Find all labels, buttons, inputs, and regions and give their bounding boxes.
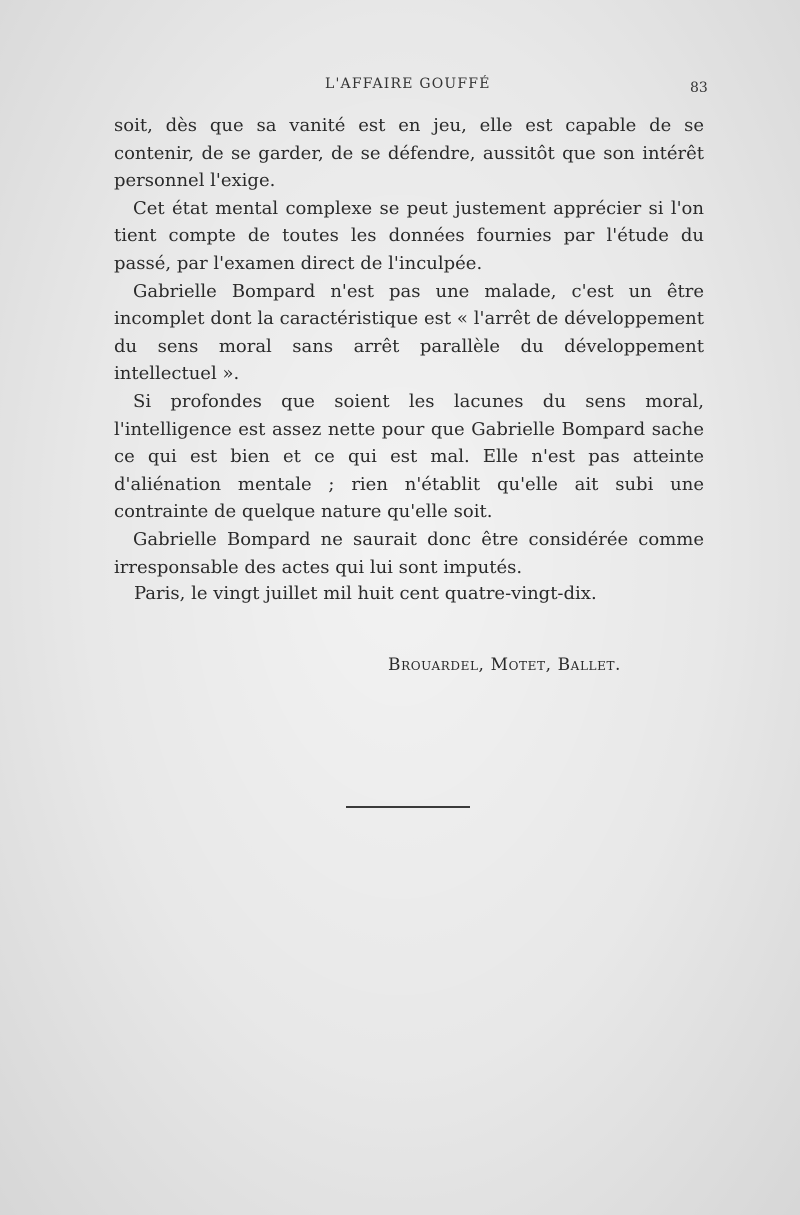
signature-line: Brouardel, Motet, Ballet. [388, 655, 622, 675]
paragraph: Gabrielle Bompard n'est pas une malade, c'est un être incomplet dont la caractéristique est « l'arrêt de développement du sens moral sans arrêt parallèle du développement intellectuel ». [114, 280, 704, 385]
end-rule-divider [346, 806, 470, 808]
date-line: Paris, le vingt juillet mil huit cent quatre-vingt-dix. [134, 583, 597, 604]
page-number: 83 [690, 80, 708, 96]
paragraph: Cet état mental complexe se peut justement apprécier si l'on tient compte de toutes les données fournies par l'étude du passé, par l'examen direct de l'inculpée. [114, 197, 704, 274]
running-title: L'AFFAIRE GOUFFÉ [325, 76, 491, 92]
paragraph: Gabrielle Bompard ne saurait donc être considérée comme irresponsable des actes qui lui sont imputés. [114, 528, 704, 578]
paragraph: Si profondes que soient les lacunes du sens moral, l'intelligence est assez nette pour que Gabrielle Bompard sache ce qui est bien et ce qui est mal. Elle n'est pas atteinte d'aliénation mentale ; rien n'établit qu'elle ait subi une contrainte de quelque nature qu'elle soit. [114, 390, 704, 523]
body-text [114, 112, 704, 581]
paragraph-continued: soit, dès que sa vanité est en jeu, elle est capable de se contenir, de se garder, de se défendre, aussitôt que son intérêt personnel l'exige. [114, 115, 704, 192]
